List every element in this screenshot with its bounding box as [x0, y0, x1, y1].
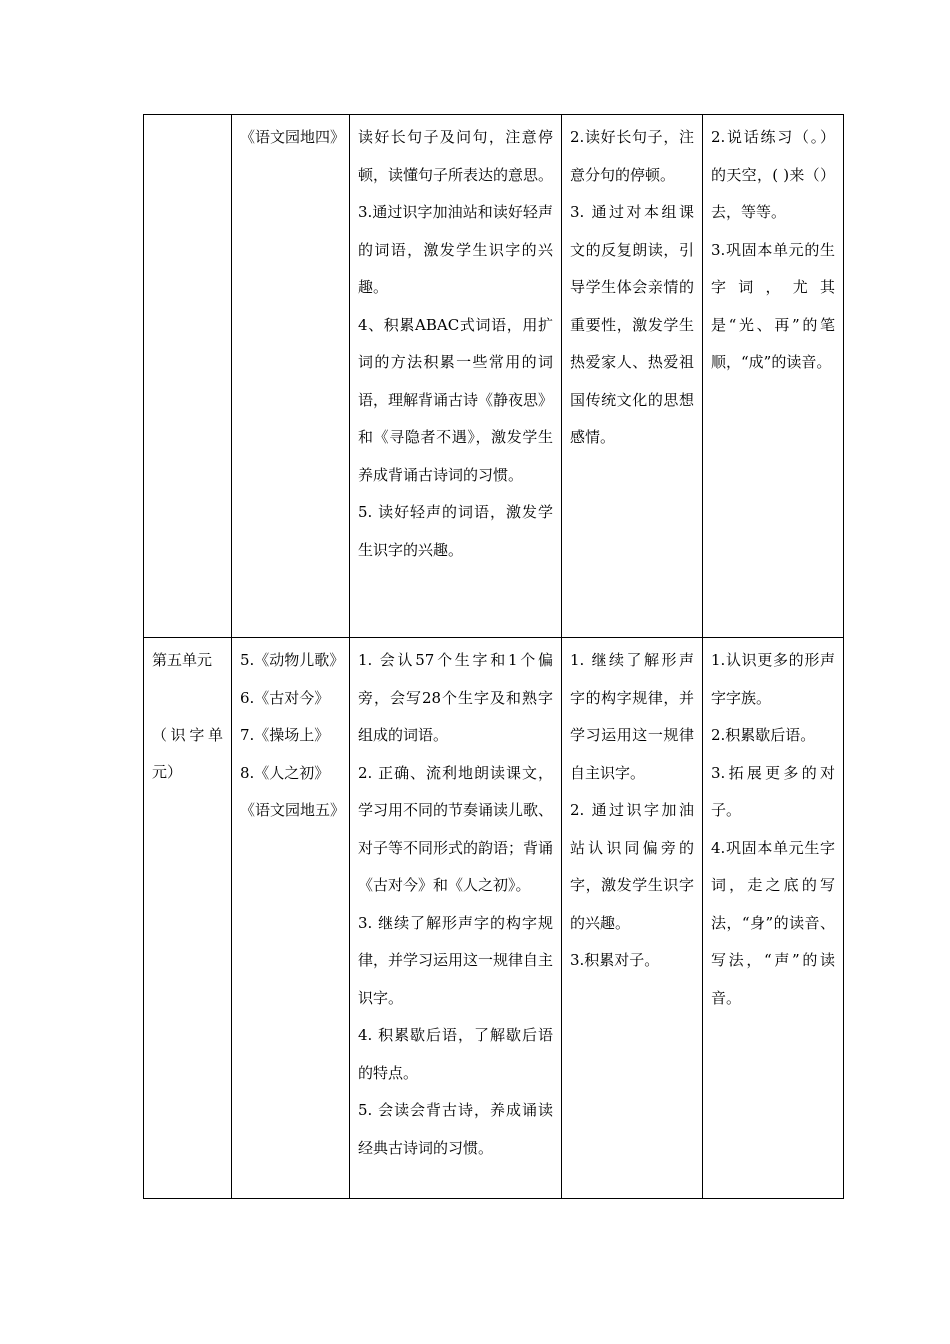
- difficulty-cell: [703, 115, 844, 638]
- objective-item: 读好长句子及问句，注意停顿，读懂句子所表达的意思。: [358, 128, 554, 184]
- difficulty-item: 4.巩固本单元生字词，走之底的写法，“身”的读音、写法，“声”的读音。: [711, 838, 835, 1007]
- difficulty-item: 3.拓展更多的对子。: [711, 763, 835, 819]
- objective-item: 1. 会认57个生字和1个偏旁，会写28个生字及和熟字组成的词语。: [358, 651, 553, 744]
- lessons-cell: [232, 638, 350, 1199]
- key-point-item: 2.读好长句子，注意分句的停顿。: [570, 128, 694, 184]
- table-row: [144, 115, 844, 638]
- objective-item: 3.通过识字加油站和读好轻声的词语，激发学生识字的兴趣。: [358, 203, 553, 296]
- objective-item: 5. 会读会背古诗，养成诵读经典古诗词的习惯。: [358, 1101, 553, 1157]
- table-row: [144, 638, 844, 1199]
- unit-cell: [144, 115, 232, 638]
- objective-item: 4、积累ABAC式词语，用扩词的方法积累一些常用的词语，理解背诵古诗《静夜思》和《寻隐者不遇》，激发学生养成背诵古诗词的习惯。: [358, 315, 554, 484]
- lesson-item: 6.《古对今》: [240, 688, 330, 707]
- key-points-cell: [562, 115, 703, 638]
- objective-item: 4. 积累歇后语，了解歇后语的特点。: [358, 1026, 553, 1082]
- lesson-item: 8.《人之初》: [240, 763, 330, 782]
- key-points-cell: [562, 638, 703, 1199]
- lesson-item: 《语文园地四》: [240, 128, 346, 146]
- key-point-item: 3. 通过对本组课文的反复朗读，引导学生体会亲情的重要性，激发学生热爱家人、热爱祖国传统文化的思想感情。: [570, 203, 694, 446]
- difficulty-item: 2.说话练习（。）的天空，( )来（）去，等等。: [711, 128, 835, 221]
- objectives-cell: [350, 638, 562, 1199]
- objective-item: 3. 继续了解形声字的构字规律，并学习运用这一规律自主识字。: [358, 913, 554, 1007]
- unit-subtitle: （识字单元）: [152, 725, 223, 781]
- difficulty-item: 2.积累歇后语。: [711, 726, 816, 744]
- unit-title: 第五单元: [152, 651, 213, 669]
- lessons-cell: [232, 115, 350, 638]
- objective-item: 5. 读好轻声的词语，激发学生识字的兴趣。: [358, 503, 553, 559]
- difficulty-item: 1.认识更多的形声字字族。: [711, 651, 835, 707]
- key-point-item: 1. 继续了解形声字的构字规律，并学习运用这一规律自主识字。: [570, 651, 694, 782]
- unit-cell: [144, 638, 232, 1199]
- difficulty-item: 3.巩固本单元的生字词，尤其是“光、再”的笔顺，“成”的读音。: [711, 240, 835, 371]
- difficulty-cell: [703, 638, 844, 1199]
- lesson-plan-table: [143, 114, 844, 1199]
- key-point-item: 3.积累对子。: [570, 951, 660, 969]
- lesson-item: 7.《操场上》: [240, 726, 330, 744]
- objectives-cell: [350, 115, 562, 638]
- lesson-item: 5.《动物儿歌》: [240, 651, 345, 669]
- lesson-item: 《语文园地五》: [240, 801, 346, 819]
- key-point-item: 2. 通过识字加油站认识同偏旁的字，激发学生识字的兴趣。: [570, 801, 694, 932]
- objective-item: 2. 正确、流利地朗读课文，学习用不同的节奏诵读儿歌、对子等不同形式的韵语；背诵《古对今》和《人之初》。: [358, 763, 554, 894]
